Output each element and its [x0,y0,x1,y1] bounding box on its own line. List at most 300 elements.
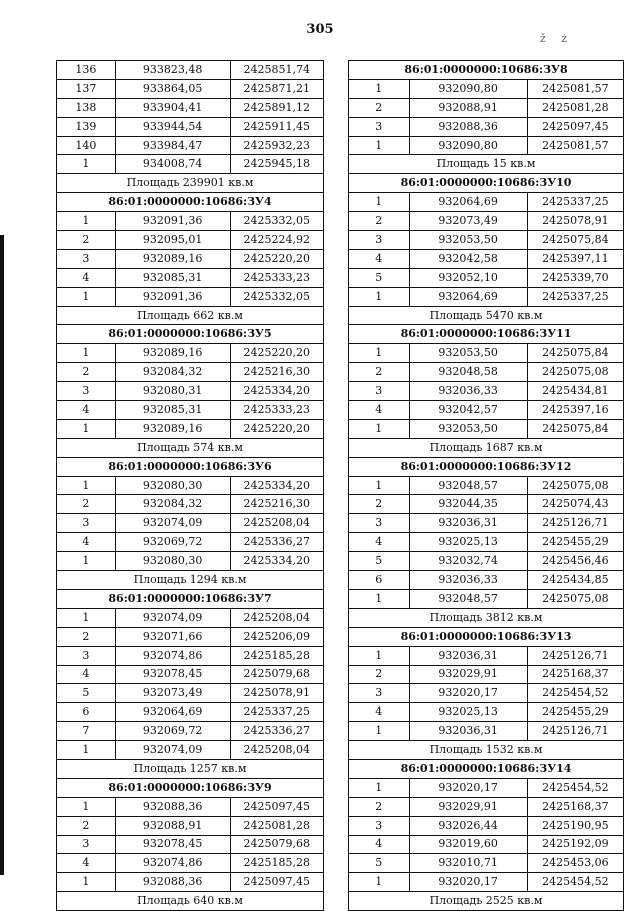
y-coordinate-cell: 2425075,84 [527,419,623,438]
table-row [349,722,624,741]
point-number-cell: 2 [349,212,410,231]
table-row [57,533,324,552]
point-number-cell: 2 [57,816,116,835]
parcel-area: Площадь 1687 кв.м [349,438,624,457]
area-row [349,892,624,911]
x-coordinate-cell: 932036,31 [409,646,527,665]
x-coordinate-cell: 932025,13 [409,703,527,722]
point-number-cell: 2 [349,495,410,514]
table-row [57,79,324,98]
x-coordinate-cell: 932053,50 [409,344,527,363]
point-number-cell: 1 [349,287,410,306]
parcel-cadastral-number: 86:01:0000000:10686:ЗУ10 [349,174,624,193]
point-number-cell: 2 [57,627,116,646]
y-coordinate-cell: 2425871,21 [230,79,323,98]
area-row [57,892,324,911]
x-coordinate-cell: 932064,69 [409,287,527,306]
y-coordinate-cell: 2425126,71 [527,646,623,665]
parcel-area: Площадь 640 кв.м [57,892,324,911]
x-coordinate-cell: 932084,32 [115,363,230,382]
y-coordinate-cell: 2425079,68 [230,835,323,854]
y-coordinate-cell: 2425078,91 [527,212,623,231]
x-coordinate-cell: 932036,31 [409,722,527,741]
table-row [57,646,324,665]
table-row [57,287,324,306]
y-coordinate-cell: 2425336,27 [230,722,323,741]
y-coordinate-cell: 2425208,04 [230,608,323,627]
point-number-cell: 3 [349,514,410,533]
point-number-cell: 1 [349,778,410,797]
table-row [349,382,624,401]
table-row [349,778,624,797]
point-number-cell: 2 [57,363,116,382]
point-number-cell: 139 [57,117,116,136]
x-coordinate-cell: 932020,17 [409,873,527,892]
x-coordinate-cell: 932088,91 [115,816,230,835]
point-number-cell: 2 [349,98,410,117]
point-number-cell: 1 [57,552,116,571]
x-coordinate-cell: 933984,47 [115,136,230,155]
x-coordinate-cell: 932020,17 [409,778,527,797]
y-coordinate-cell: 2425456,46 [527,552,623,571]
parcel-cadastral-number: 86:01:0000000:10686:ЗУ9 [57,778,324,797]
parcel-header-row [349,759,624,778]
x-coordinate-cell: 932089,16 [115,419,230,438]
parcel-header-row [57,589,324,608]
point-number-cell: 6 [349,571,410,590]
left-coordinate-table [56,60,324,911]
table-row [57,419,324,438]
x-coordinate-cell: 932069,72 [115,533,230,552]
y-coordinate-cell: 2425454,52 [527,684,623,703]
x-coordinate-cell: 932080,31 [115,382,230,401]
y-coordinate-cell: 2425081,57 [527,136,623,155]
x-coordinate-cell: 932036,33 [409,382,527,401]
table-row [57,816,324,835]
table-row [349,835,624,854]
parcel-header-row [57,325,324,344]
area-row [349,306,624,325]
x-coordinate-cell: 932078,45 [115,665,230,684]
table-row [57,703,324,722]
x-coordinate-cell: 932088,36 [115,797,230,816]
table-row [57,722,324,741]
point-number-cell: 4 [57,268,116,287]
table-row [349,514,624,533]
table-row [349,476,624,495]
table-row [57,684,324,703]
table-row [349,268,624,287]
table-row [57,231,324,250]
table-row [57,854,324,873]
x-coordinate-cell: 932071,66 [115,627,230,646]
x-coordinate-cell: 932088,36 [409,117,527,136]
table-row [349,684,624,703]
point-number-cell: 4 [57,854,116,873]
parcel-area: Площадь 239901 кв.м [57,174,324,193]
y-coordinate-cell: 2425206,09 [230,627,323,646]
x-coordinate-cell: 932073,49 [115,684,230,703]
y-coordinate-cell: 2425075,08 [527,363,623,382]
table-row [349,854,624,873]
parcel-cadastral-number: 86:01:0000000:10686:ЗУ8 [349,61,624,80]
point-number-cell: 3 [57,382,116,401]
point-number-cell: 1 [57,212,116,231]
parcel-cadastral-number: 86:01:0000000:10686:ЗУ13 [349,627,624,646]
point-number-cell: 2 [349,797,410,816]
table-row [349,665,624,684]
table-row [349,79,624,98]
table-row [57,136,324,155]
parcel-area: Площадь 1257 кв.м [57,759,324,778]
table-row [349,797,624,816]
point-number-cell: 1 [57,419,116,438]
area-row [57,438,324,457]
table-row [349,212,624,231]
y-coordinate-cell: 2425455,29 [527,533,623,552]
table-row [349,363,624,382]
parcel-cadastral-number: 86:01:0000000:10686:ЗУ7 [57,589,324,608]
y-coordinate-cell: 2425453,06 [527,854,623,873]
point-number-cell: 3 [349,816,410,835]
table-row [57,514,324,533]
x-coordinate-cell: 932032,74 [409,552,527,571]
area-row [349,155,624,174]
table-row [349,117,624,136]
parcel-header-row [349,325,624,344]
parcel-header-row [349,627,624,646]
point-number-cell: 1 [57,741,116,760]
y-coordinate-cell: 2425208,04 [230,741,323,760]
y-coordinate-cell: 2425208,04 [230,514,323,533]
point-number-cell: 1 [349,589,410,608]
parcel-header-row [349,457,624,476]
x-coordinate-cell: 932069,72 [115,722,230,741]
x-coordinate-cell: 932036,33 [409,571,527,590]
y-coordinate-cell: 2425081,57 [527,79,623,98]
x-coordinate-cell: 932074,86 [115,646,230,665]
y-coordinate-cell: 2425333,23 [230,268,323,287]
y-coordinate-cell: 2425911,45 [230,117,323,136]
table-row [57,627,324,646]
y-coordinate-cell: 2425434,85 [527,571,623,590]
table-row [349,703,624,722]
x-coordinate-cell: 932019,60 [409,835,527,854]
parcel-cadastral-number: 86:01:0000000:10686:ЗУ12 [349,457,624,476]
x-coordinate-cell: 932085,31 [115,268,230,287]
point-number-cell: 140 [57,136,116,155]
point-number-cell: 1 [57,608,116,627]
table-row [349,873,624,892]
x-coordinate-cell: 932074,09 [115,514,230,533]
area-row [57,571,324,590]
right-coordinate-table [348,60,624,911]
point-number-cell: 3 [57,514,116,533]
table-row [57,495,324,514]
x-coordinate-cell: 933904,41 [115,98,230,117]
point-number-cell: 1 [57,155,116,174]
point-number-cell: 1 [57,797,116,816]
y-coordinate-cell: 2425216,30 [230,495,323,514]
y-coordinate-cell: 2425334,20 [230,552,323,571]
table-row [57,797,324,816]
parcel-cadastral-number: 86:01:0000000:10686:ЗУ6 [57,457,324,476]
table-row [349,401,624,420]
table-row [57,665,324,684]
x-coordinate-cell: 932026,44 [409,816,527,835]
y-coordinate-cell: 2425339,70 [527,268,623,287]
point-number-cell: 1 [57,476,116,495]
table-row [57,61,324,80]
point-number-cell: 2 [349,363,410,382]
table-row [57,212,324,231]
x-coordinate-cell: 932052,10 [409,268,527,287]
table-row [349,589,624,608]
point-number-cell: 1 [349,344,410,363]
point-number-cell: 136 [57,61,116,80]
parcel-area: Площадь 574 кв.м [57,438,324,457]
x-coordinate-cell: 932074,09 [115,608,230,627]
parcel-area: Площадь 5470 кв.м [349,306,624,325]
parcel-area: Площадь 15 кв.м [349,155,624,174]
y-coordinate-cell: 2425337,25 [527,287,623,306]
parcel-header-row [57,193,324,212]
parcel-header-row [57,778,324,797]
table-row [57,873,324,892]
y-coordinate-cell: 2425185,28 [230,854,323,873]
y-coordinate-cell: 2425075,84 [527,344,623,363]
point-number-cell: 3 [57,646,116,665]
y-coordinate-cell: 2425220,20 [230,249,323,268]
x-coordinate-cell: 932084,32 [115,495,230,514]
point-number-cell: 138 [57,98,116,117]
y-coordinate-cell: 2425126,71 [527,514,623,533]
parcel-cadastral-number: 86:01:0000000:10686:ЗУ4 [57,193,324,212]
point-number-cell: 1 [57,344,116,363]
parcel-cadastral-number: 86:01:0000000:10686:ЗУ14 [349,759,624,778]
y-coordinate-cell: 2425075,08 [527,589,623,608]
point-number-cell: 2 [57,495,116,514]
table-row [57,741,324,760]
point-number-cell: 1 [349,722,410,741]
point-number-cell: 4 [349,533,410,552]
area-row [349,438,624,457]
x-coordinate-cell: 932044,35 [409,495,527,514]
y-coordinate-cell: 2425337,25 [527,193,623,212]
y-coordinate-cell: 2425932,23 [230,136,323,155]
area-row [349,741,624,760]
y-coordinate-cell: 2425945,18 [230,155,323,174]
y-coordinate-cell: 2425454,52 [527,873,623,892]
y-coordinate-cell: 2425454,52 [527,778,623,797]
table-row [349,344,624,363]
point-number-cell: 1 [349,193,410,212]
y-coordinate-cell: 2425216,30 [230,363,323,382]
x-coordinate-cell: 932025,13 [409,533,527,552]
y-coordinate-cell: 2425126,71 [527,722,623,741]
y-coordinate-cell: 2425078,91 [230,684,323,703]
area-row [57,306,324,325]
table-row [57,98,324,117]
y-coordinate-cell: 2425332,05 [230,212,323,231]
table-row [349,552,624,571]
y-coordinate-cell: 2425333,23 [230,401,323,420]
x-coordinate-cell: 934008,74 [115,155,230,174]
x-coordinate-cell: 932078,45 [115,835,230,854]
x-coordinate-cell: 932074,09 [115,741,230,760]
point-number-cell: 4 [349,249,410,268]
y-coordinate-cell: 2425334,20 [230,476,323,495]
x-coordinate-cell: 932048,57 [409,589,527,608]
x-coordinate-cell: 933864,05 [115,79,230,98]
x-coordinate-cell: 932010,71 [409,854,527,873]
x-coordinate-cell: 932029,91 [409,665,527,684]
point-number-cell: 2 [349,665,410,684]
y-coordinate-cell: 2425337,25 [230,703,323,722]
table-row [349,571,624,590]
page-number: 305 [306,22,334,37]
table-row [57,344,324,363]
table-row [57,117,324,136]
y-coordinate-cell: 2425097,45 [230,873,323,892]
area-row [57,174,324,193]
point-number-cell: 4 [57,665,116,684]
point-number-cell: 1 [349,476,410,495]
area-row [57,759,324,778]
y-coordinate-cell: 2425097,45 [230,797,323,816]
table-row [349,419,624,438]
x-coordinate-cell: 932042,57 [409,401,527,420]
table-row [57,608,324,627]
scan-margin-bar [0,235,4,875]
y-coordinate-cell: 2425434,81 [527,382,623,401]
point-number-cell: 4 [349,703,410,722]
x-coordinate-cell: 932048,57 [409,476,527,495]
point-number-cell: 137 [57,79,116,98]
point-number-cell: 4 [349,835,410,854]
y-coordinate-cell: 2425079,68 [230,665,323,684]
x-coordinate-cell: 932088,36 [115,873,230,892]
parcel-area: Площадь 2525 кв.м [349,892,624,911]
parcel-header-row [349,61,624,80]
x-coordinate-cell: 932089,16 [115,344,230,363]
parcel-cadastral-number: 86:01:0000000:10686:ЗУ5 [57,325,324,344]
parcel-area: Площадь 1532 кв.м [349,741,624,760]
table-row [349,646,624,665]
y-coordinate-cell: 2425185,28 [230,646,323,665]
table-row [349,495,624,514]
point-number-cell: 5 [349,268,410,287]
x-coordinate-cell: 932073,49 [409,212,527,231]
table-row [57,363,324,382]
point-number-cell: 2 [57,231,116,250]
table-row [349,533,624,552]
point-number-cell: 4 [57,533,116,552]
point-number-cell: 7 [57,722,116,741]
x-coordinate-cell: 932042,58 [409,249,527,268]
x-coordinate-cell: 932091,36 [115,287,230,306]
parcel-area: Площадь 662 кв.м [57,306,324,325]
y-coordinate-cell: 2425397,11 [527,249,623,268]
table-row [349,193,624,212]
point-number-cell: 1 [349,79,410,98]
x-coordinate-cell: 932085,31 [115,401,230,420]
y-coordinate-cell: 2425097,45 [527,117,623,136]
parcel-cadastral-number: 86:01:0000000:10686:ЗУ11 [349,325,624,344]
table-row [57,835,324,854]
point-number-cell: 4 [57,401,116,420]
point-number-cell: 1 [349,873,410,892]
x-coordinate-cell: 932088,91 [409,98,527,117]
y-coordinate-cell: 2425075,84 [527,231,623,250]
point-number-cell: 3 [57,249,116,268]
point-number-cell: 1 [349,646,410,665]
point-number-cell: 3 [349,117,410,136]
x-coordinate-cell: 932074,86 [115,854,230,873]
point-number-cell: 1 [57,873,116,892]
table-row [349,136,624,155]
table-row [57,552,324,571]
point-number-cell: 3 [349,231,410,250]
y-coordinate-cell: 2425891,12 [230,98,323,117]
y-coordinate-cell: 2425332,05 [230,287,323,306]
y-coordinate-cell: 2425336,27 [230,533,323,552]
x-coordinate-cell: 932080,30 [115,476,230,495]
y-coordinate-cell: 2425397,16 [527,401,623,420]
x-coordinate-cell: 932080,30 [115,552,230,571]
y-coordinate-cell: 2425220,20 [230,419,323,438]
point-number-cell: 5 [57,684,116,703]
x-coordinate-cell: 932053,50 [409,419,527,438]
y-coordinate-cell: 2425224,92 [230,231,323,250]
point-number-cell: 1 [349,136,410,155]
table-row [57,401,324,420]
table-row [57,476,324,495]
y-coordinate-cell: 2425851,74 [230,61,323,80]
x-coordinate-cell: 932029,91 [409,797,527,816]
x-coordinate-cell: 932064,69 [115,703,230,722]
x-coordinate-cell: 932089,16 [115,249,230,268]
x-coordinate-cell: 932036,31 [409,514,527,533]
table-row [57,268,324,287]
y-coordinate-cell: 2425190,95 [527,816,623,835]
x-coordinate-cell: 932091,36 [115,212,230,231]
point-number-cell: 3 [349,684,410,703]
point-number-cell: 5 [349,854,410,873]
y-coordinate-cell: 2425334,20 [230,382,323,401]
y-coordinate-cell: 2425192,09 [527,835,623,854]
table-row [349,249,624,268]
y-coordinate-cell: 2425074,43 [527,495,623,514]
parcel-area: Площадь 3812 кв.м [349,608,624,627]
table-row [349,287,624,306]
y-coordinate-cell: 2425075,08 [527,476,623,495]
point-number-cell: 6 [57,703,116,722]
y-coordinate-cell: 2425220,20 [230,344,323,363]
parcel-header-row [349,174,624,193]
table-row [349,816,624,835]
x-coordinate-cell: 932048,58 [409,363,527,382]
point-number-cell: 3 [349,382,410,401]
point-number-cell: 1 [57,287,116,306]
table-row [57,382,324,401]
table-row [349,231,624,250]
x-coordinate-cell: 932053,50 [409,231,527,250]
y-coordinate-cell: 2425455,29 [527,703,623,722]
x-coordinate-cell: 932095,01 [115,231,230,250]
scan-noise-mark: ž ż [540,32,574,45]
point-number-cell: 1 [349,419,410,438]
